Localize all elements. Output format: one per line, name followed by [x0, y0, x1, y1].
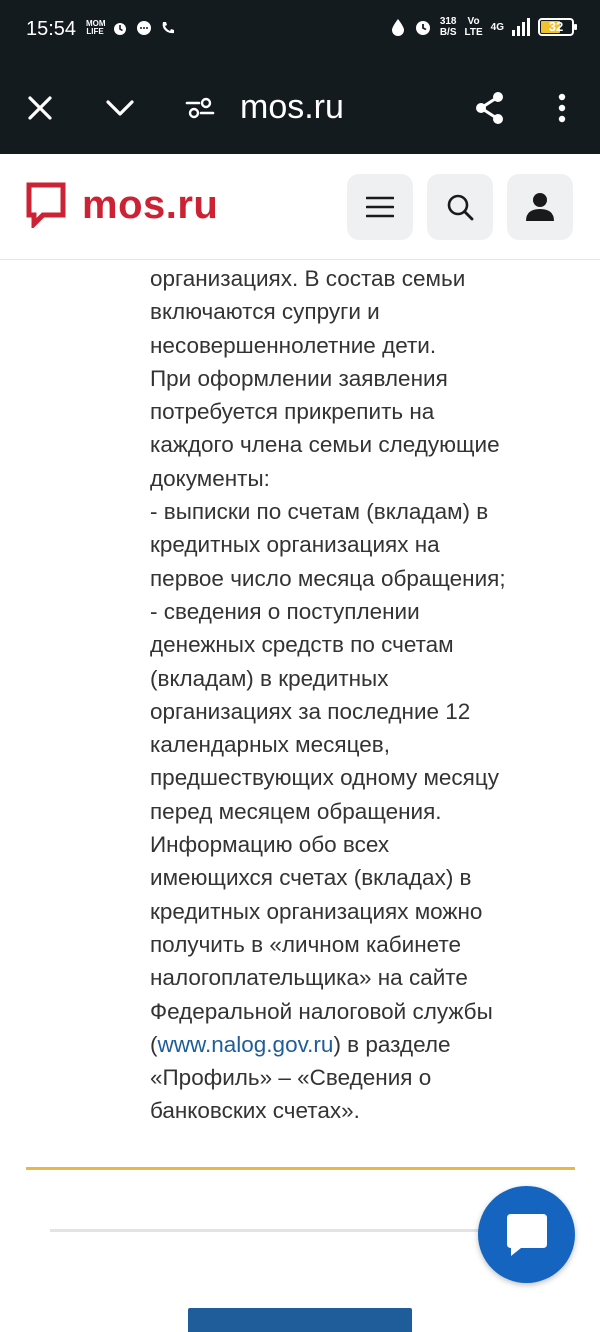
- article-line: каждого члена семьи следующие: [150, 432, 500, 458]
- share-button[interactable]: [466, 84, 514, 132]
- article-line: налогоплательщика» на сайте: [150, 965, 468, 991]
- menu-button[interactable]: [347, 174, 413, 240]
- data-saver-icon: [390, 18, 406, 36]
- article-line: включаются супруги и: [150, 299, 380, 325]
- article-line: первое число месяца обращения;: [150, 565, 506, 591]
- status-right-icons: [390, 16, 574, 38]
- search-button[interactable]: [427, 174, 493, 240]
- site-settings-button[interactable]: [176, 84, 224, 132]
- divider-line: [50, 1229, 500, 1232]
- site-logo[interactable]: [26, 182, 218, 228]
- share-icon: [474, 91, 506, 125]
- article-line: имеющихся счетах (вкладах) в: [150, 865, 472, 891]
- status-bar: [0, 0, 600, 62]
- user-icon: [525, 192, 555, 222]
- signal-icon: [512, 18, 530, 36]
- call-icon: [160, 20, 176, 36]
- article-line: предшествующих одному месяцу: [150, 765, 499, 791]
- battery-level: 32: [548, 19, 564, 34]
- status-left-icons: [86, 20, 176, 36]
- article-line: - выписки по счетам (вкладам) в: [150, 499, 489, 525]
- alarm-status-icon: [414, 18, 432, 36]
- chevron-down-icon: [105, 98, 135, 118]
- close-icon: [27, 95, 53, 121]
- profile-button[interactable]: [507, 174, 573, 240]
- article-line: организациях. В состав семьи: [150, 266, 466, 291]
- menu-icon: [366, 196, 394, 218]
- section-divider: [26, 1167, 575, 1170]
- browser-toolbar: [0, 62, 600, 154]
- url-text[interactable]: mos.ru: [240, 88, 344, 126]
- article-closing: [150, 1061, 540, 1128]
- article-line: При оформлении заявления: [150, 365, 448, 391]
- article-line: документы:: [150, 465, 270, 491]
- close-tab-button[interactable]: [16, 84, 64, 132]
- status-time: 15:54: [26, 18, 77, 40]
- article-line: - сведения о поступлении: [150, 598, 420, 624]
- more-options-button[interactable]: [538, 84, 586, 132]
- article-line: кредитных организациях можно: [150, 898, 483, 924]
- article-line-with-link: (www.nalog.gov.ru) в разделе: [150, 1031, 451, 1057]
- site-header: [0, 154, 600, 260]
- battery-icon: [538, 18, 574, 36]
- alarm-icon: [112, 20, 128, 36]
- article-line: потребуется прикрепить на: [150, 399, 435, 425]
- more-vert-icon: [557, 93, 567, 123]
- article-line: Информацию обо всех: [150, 832, 390, 858]
- article-line: (вкладам) в кредитных: [150, 665, 389, 691]
- bottom-action-button[interactable]: [188, 1308, 412, 1332]
- logo-text: mos.ru: [82, 182, 219, 227]
- volte-indicator: Vo LTE: [464, 16, 483, 38]
- site-settings-icon: [185, 95, 215, 121]
- article-paragraphs: [150, 262, 540, 1028]
- search-icon: [446, 193, 474, 221]
- article-line: получить в «личном кабинете: [150, 931, 462, 957]
- article-line: несовершеннолетние дети.: [150, 332, 437, 358]
- mom-life-icon: MOM LIFE: [86, 19, 106, 36]
- article-line: календарных месяцев,: [150, 732, 390, 758]
- network-type: 4G: [490, 21, 504, 33]
- article-line: кредитных организациях на: [150, 532, 440, 558]
- message-icon: [136, 20, 152, 36]
- article-line: перед месяцем обращения.: [150, 798, 442, 824]
- chat-button[interactable]: [478, 1186, 575, 1283]
- nalog-link[interactable]: www.nalog.gov.ru: [157, 1031, 334, 1057]
- article-text: [150, 262, 540, 1128]
- chat-icon: [505, 1212, 549, 1258]
- article-line: организациях за последние 12: [150, 698, 471, 724]
- net-speed: 318 B/S: [439, 16, 457, 38]
- collapse-button[interactable]: [96, 84, 144, 132]
- article-line: денежных средств по счетам: [150, 632, 454, 658]
- article-line: «Профиль» – «Сведения о: [150, 1065, 432, 1091]
- mos-logo-icon: [26, 182, 66, 228]
- article-line: Федеральной налоговой службы: [150, 998, 493, 1024]
- article-line: банковских счетах».: [150, 1098, 360, 1124]
